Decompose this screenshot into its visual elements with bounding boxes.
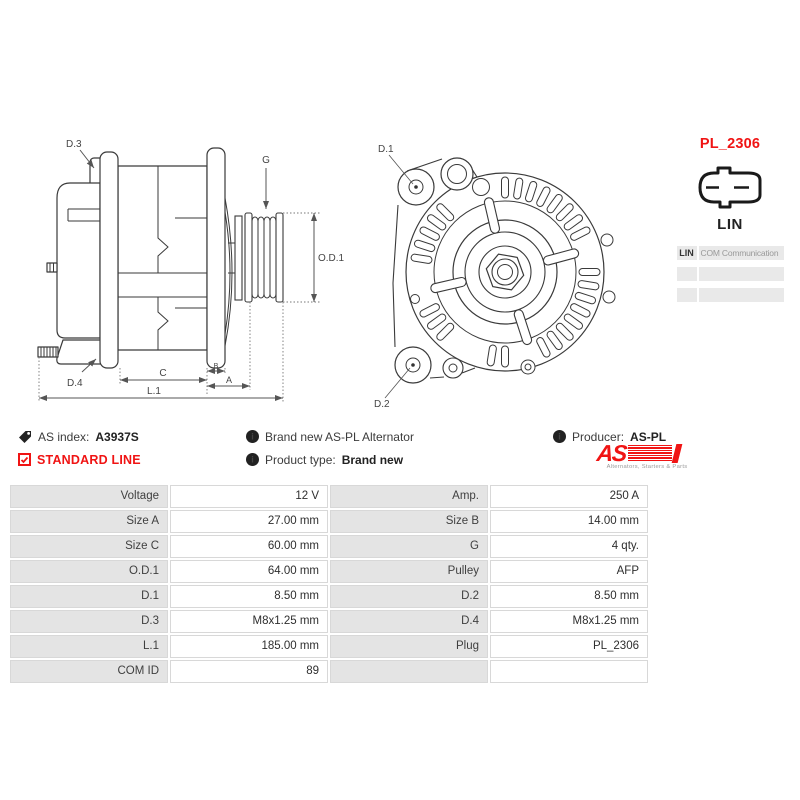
spec-label: Plug — [330, 635, 488, 658]
spec-value: 27.00 mm — [170, 510, 328, 533]
as-index-value: A3937S — [95, 429, 139, 444]
com-table-row — [677, 246, 784, 260]
alternator-front-body — [393, 158, 615, 383]
spec-row — [10, 560, 648, 583]
com-value: COM Communication — [699, 246, 784, 260]
spec-value — [490, 660, 648, 683]
spec-table — [8, 483, 650, 685]
producer-label: Producer: — [572, 429, 625, 444]
spec-label: D.1 — [10, 585, 168, 608]
product-type-value: Brand new — [341, 452, 404, 467]
dim-label-d2: D.2 — [374, 399, 390, 410]
spec-value: 8.50 mm — [170, 585, 328, 608]
com-value — [699, 267, 784, 281]
spec-value: 185.00 mm — [170, 635, 328, 658]
dim-label-d3: D.3 — [66, 139, 82, 150]
spec-value: 12 V — [170, 485, 328, 508]
spec-value: M8x1.25 mm — [170, 610, 328, 633]
dim-label-d4: D.4 — [67, 378, 83, 389]
spec-value: PL_2306 — [490, 635, 648, 658]
svg-text:i: i — [558, 431, 561, 442]
dim-label-g: G — [262, 155, 270, 166]
plug-section — [660, 136, 800, 309]
dim-label-b: B — [213, 363, 219, 370]
product-type-row — [246, 452, 414, 467]
com-table — [677, 246, 784, 302]
info-icon — [246, 430, 259, 443]
com-key — [677, 267, 697, 281]
spec-label: COM ID — [10, 660, 168, 683]
producer-value: AS-PL — [630, 429, 667, 444]
product-desc-block — [246, 429, 414, 475]
spec-row — [10, 510, 648, 533]
description-row — [246, 429, 414, 444]
dim-label-d1: D.1 — [378, 144, 394, 155]
side-view-drawing — [30, 120, 360, 410]
spec-row — [10, 660, 648, 683]
dim-label-a: A — [225, 375, 233, 385]
spec-value: 4 qty. — [490, 535, 648, 558]
spec-row — [10, 610, 648, 633]
dim-label-l1: L.1 — [147, 386, 161, 397]
tag-icon — [18, 430, 32, 444]
spec-value: 14.00 mm — [490, 510, 648, 533]
logo-bar — [672, 444, 683, 463]
front-view-drawing — [360, 125, 620, 420]
spec-label: D.3 — [10, 610, 168, 633]
logo-stripes — [628, 445, 672, 462]
spec-row — [10, 585, 648, 608]
spec-label — [330, 660, 488, 683]
spec-value: 60.00 mm — [170, 535, 328, 558]
logo-text: AS — [595, 440, 628, 466]
standard-line-badge: STANDARD LINE — [37, 452, 141, 467]
com-value — [699, 288, 784, 302]
com-key — [677, 288, 697, 302]
info-icon — [553, 430, 566, 443]
spec-row — [10, 535, 648, 558]
spec-label: D.2 — [330, 585, 488, 608]
as-pl-logo — [595, 440, 697, 470]
standard-line-row — [18, 452, 141, 467]
dim-label-od1: O.D.1 — [318, 253, 345, 264]
spec-value: 89 — [170, 660, 328, 683]
spec-label: Size B — [330, 510, 488, 533]
plug-type-label: LIN — [717, 216, 743, 233]
description-text: Brand new AS-PL Alternator — [265, 429, 414, 444]
spec-label: Voltage — [10, 485, 168, 508]
spec-label: Size C — [10, 535, 168, 558]
product-id-block — [18, 429, 141, 475]
spec-row — [10, 635, 648, 658]
as-index-row — [18, 429, 141, 444]
spec-value: AFP — [490, 560, 648, 583]
logo-tagline: Alternators, Starters & Parts — [606, 464, 688, 470]
alternator-side-body — [38, 148, 225, 368]
as-index-label: AS index: — [38, 429, 90, 444]
spec-value: M8x1.25 mm — [490, 610, 648, 633]
spec-label: L.1 — [10, 635, 168, 658]
spec-value: 250 A — [490, 485, 648, 508]
info-icon — [246, 453, 259, 466]
spec-value: 64.00 mm — [170, 560, 328, 583]
spec-label: G — [330, 535, 488, 558]
spec-row — [10, 485, 648, 508]
plug-code: PL_2306 — [699, 136, 761, 152]
svg-text:i: i — [251, 431, 254, 442]
com-table-row — [677, 267, 784, 281]
com-key: LIN — [677, 246, 697, 260]
svg-text:i: i — [251, 454, 254, 465]
plug-connector — [660, 164, 800, 215]
com-table-row — [677, 288, 784, 302]
connector-icon — [694, 164, 766, 210]
spec-label: Amp. — [330, 485, 488, 508]
dim-label-c: C — [159, 368, 167, 379]
checkbox-icon — [18, 453, 31, 466]
spec-label: D.4 — [330, 610, 488, 633]
spec-label: Size A — [10, 510, 168, 533]
spec-value: 8.50 mm — [490, 585, 648, 608]
spec-label: Pulley — [330, 560, 488, 583]
spec-label: O.D.1 — [10, 560, 168, 583]
product-type-label: Product type: — [265, 452, 336, 467]
